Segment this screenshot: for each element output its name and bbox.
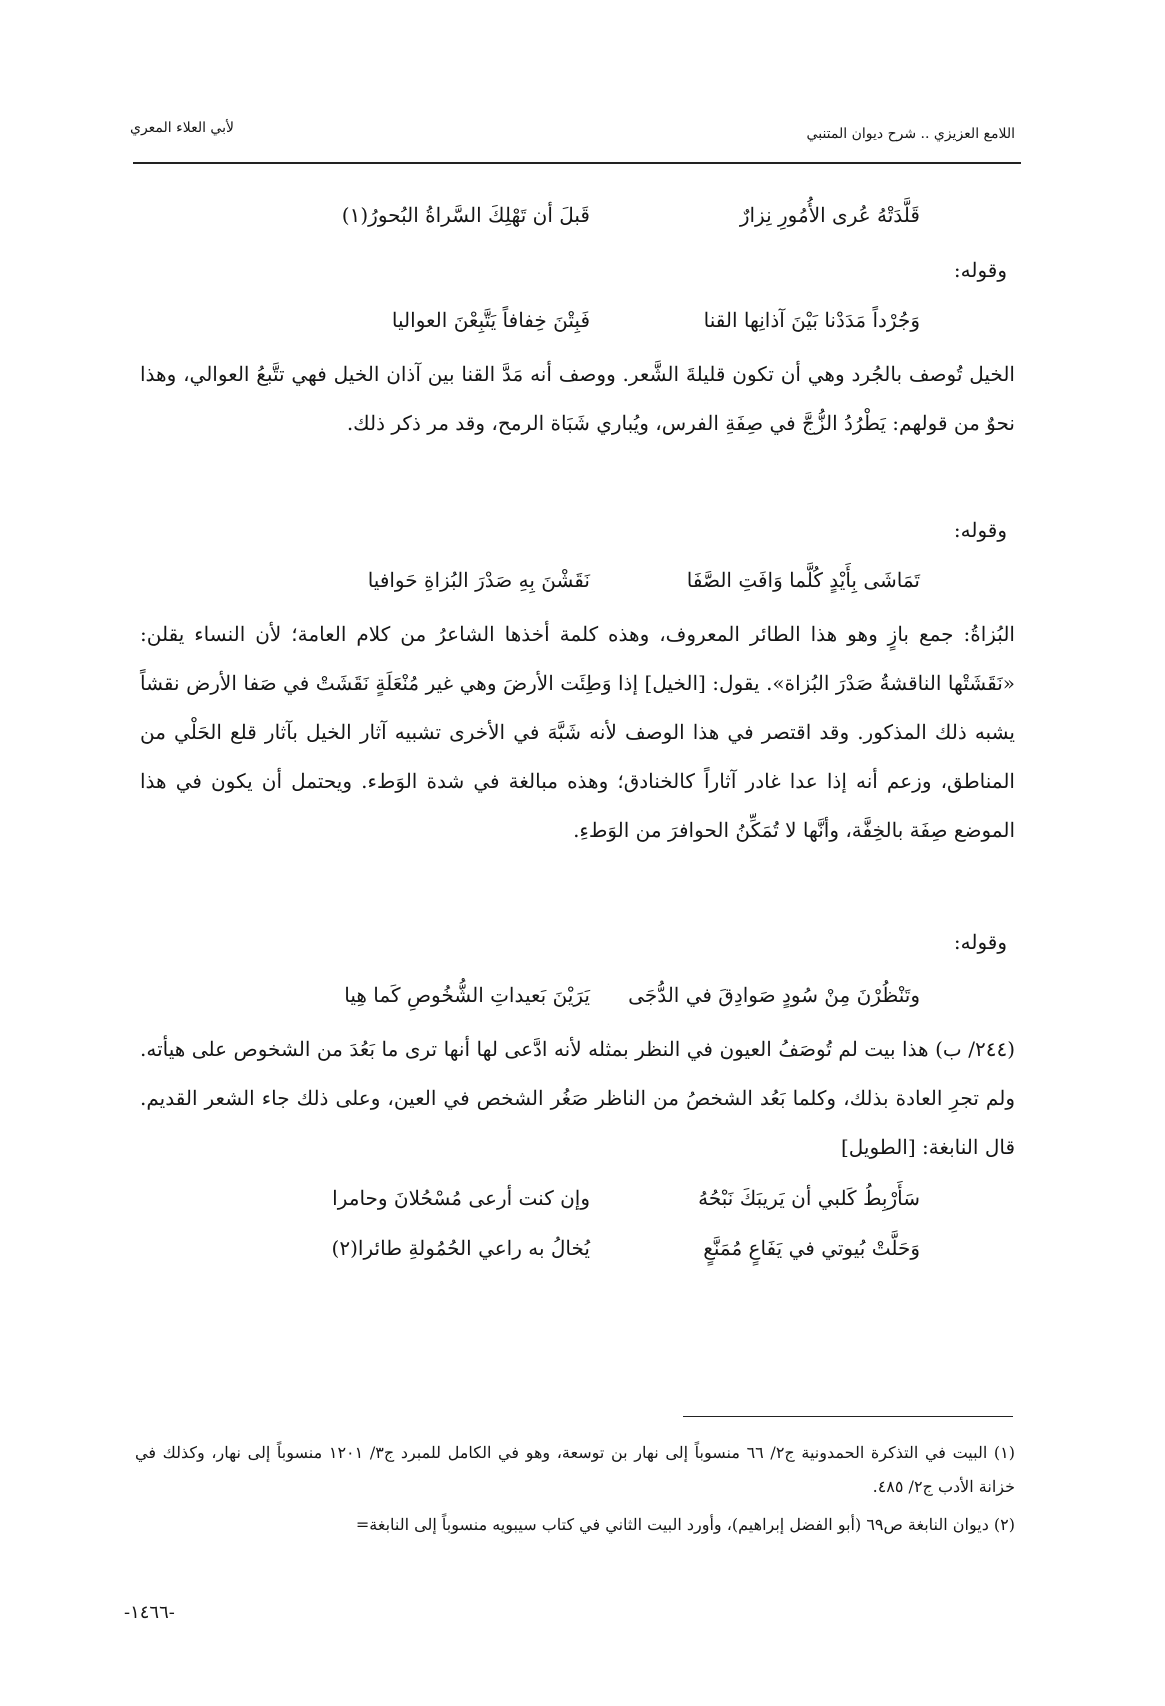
verse-1-second-hemistich: قَبلَ أن تَهْلِكَ السَّراةُ البُحورُ(١) bbox=[341, 203, 590, 227]
header-rule bbox=[133, 162, 1021, 164]
section-label-2: وقوله: bbox=[953, 518, 1007, 542]
verse-4-second-hemistich: يَرَيْنَ بَعيداتِ الشُّخُوصِ كَما هِيا bbox=[344, 983, 590, 1007]
verse-3-second-hemistich: نَقَشْنَ بِهِ صَدْرَ البُزاةِ حَوافيا bbox=[367, 568, 590, 592]
commentary-paragraph-2: البُزاةُ: جمع بازٍ وهو هذا الطائر المعروف، وهذه كلمة أخذها الشاعرُ من كلام العامة؛ لأن النساء يقلن: «نَقَشَتْها الناقشةُ صَدْرَ البُزاة». يقول: [الخيل] إذا وَطِئَت الأرضَ وهي غير مُنْعَلَةٍ نَقَشَتْ في صَفا الأرض نقشاً يشبه ذلك المذكور. وقد اقتصر في هذا الوصف لأنه شَبَّهَ في الأخرى تشبيه آثار الخيل بآثار قلع الحَلْي من المناطق، وزعم أنه إذا عدا غادر آثاراً كالخنادق؛ وهذه مبالغة في شدة الوَطء. ويحتمل أن يكون في هذا الموضع صِفَة بالخِفَّة، وأنَّها لا تُمَكِّنُ الحوافرَ من الوَطءِ. bbox=[140, 622, 1015, 842]
footnote-1: (١) البيت في التذكرة الحمدونية ج٢/ ٦٦ منسوباً إلى نهار بن توسعة، وهو في الكامل للمبرد ج٣/ ١٢٠١ منسوباً إلى نهار، وكذلك في خزانة الأدب ج٢/ ٤٨٥. bbox=[135, 1443, 1015, 1496]
commentary-paragraph-3: (٢٤٤/ ب) هذا بيت لم تُوصَفُ العيون في النظر بمثله لأنه ادَّعى لها أنها ترى ما بَعُدَ من الشخوص على هيأته. ولم تجرِ العادة بذلك، وكلما بَعُد الشخصُ من الناظر صَغُر الشخص في العين، وعلى ذلك جاء الشعر القديم. قال النابغة: [الطويل] bbox=[140, 1037, 1016, 1159]
verse-5-second-hemistich: وإن كنت أرعى مُسْحُلانَ وحامرا bbox=[332, 1186, 590, 1210]
section-label-3: وقوله: bbox=[953, 930, 1007, 954]
verse-2-first-hemistich: وَجُرْداً مَدَدْنا بَيْنَ آذانِها القنا bbox=[703, 308, 920, 332]
page-number: -١٤٦٦- bbox=[124, 1602, 175, 1623]
footnote-2: (٢) ديوان النابغة ص٦٩ (أبو الفضل إبراهيم)، وأورد البيت الثاني في كتاب سيبويه منسوباً إلى النابغة= bbox=[355, 1515, 1015, 1534]
verse-5-first-hemistich: سَأَرْبِطُ كَلبي أن يَريبَكَ نَبْحُهُ bbox=[698, 1186, 920, 1210]
section-label-1: وقوله: bbox=[953, 258, 1007, 282]
verse-4-first-hemistich: وتَنْظُرْنَ مِنْ سُودٍ صَوادِقَ في الدُّجَى bbox=[628, 983, 920, 1007]
commentary-paragraph-1: الخيل تُوصف بالجُرد وهي أن تكون قليلةَ الشَّعر. ووصف أنه مَدَّ القنا بين آذان الخيل فهي تتَّبعُ العوالي، وهذا نحوٌ من قولهم: يَطْرُدُ الزُّجَّ في صِفَةِ الفرس، ويُباري شَبَاة الرمح، وقد مر ذكر ذلك. bbox=[140, 362, 1015, 435]
running-header-title: اللامع العزيزي .. شرح ديوان المتنبي bbox=[806, 126, 1015, 142]
running-header-author: لأبي العلاء المعري bbox=[130, 120, 234, 136]
footnote-rule bbox=[683, 1416, 1013, 1417]
verse-6-second-hemistich: يُخالُ به راعي الحُمُولةِ طائرا(٢) bbox=[331, 1236, 590, 1260]
verse-2-second-hemistich: فَبِتْنَ خِفافاً يَتَّبِعْنَ العواليا bbox=[391, 308, 590, 332]
verse-6-first-hemistich: وَحَلَّتْ بُيوتي في يَفَاعٍ مُمَنَّعٍ bbox=[703, 1236, 920, 1260]
verse-3-first-hemistich: تَمَاشَى بِأَيْدٍ كُلَّما وَافَتِ الصَّفَا bbox=[686, 568, 920, 592]
verse-1-first-hemistich: قَلَّدَتْهُ عُرى الأُمُورِ نِزارٌ bbox=[739, 203, 920, 227]
